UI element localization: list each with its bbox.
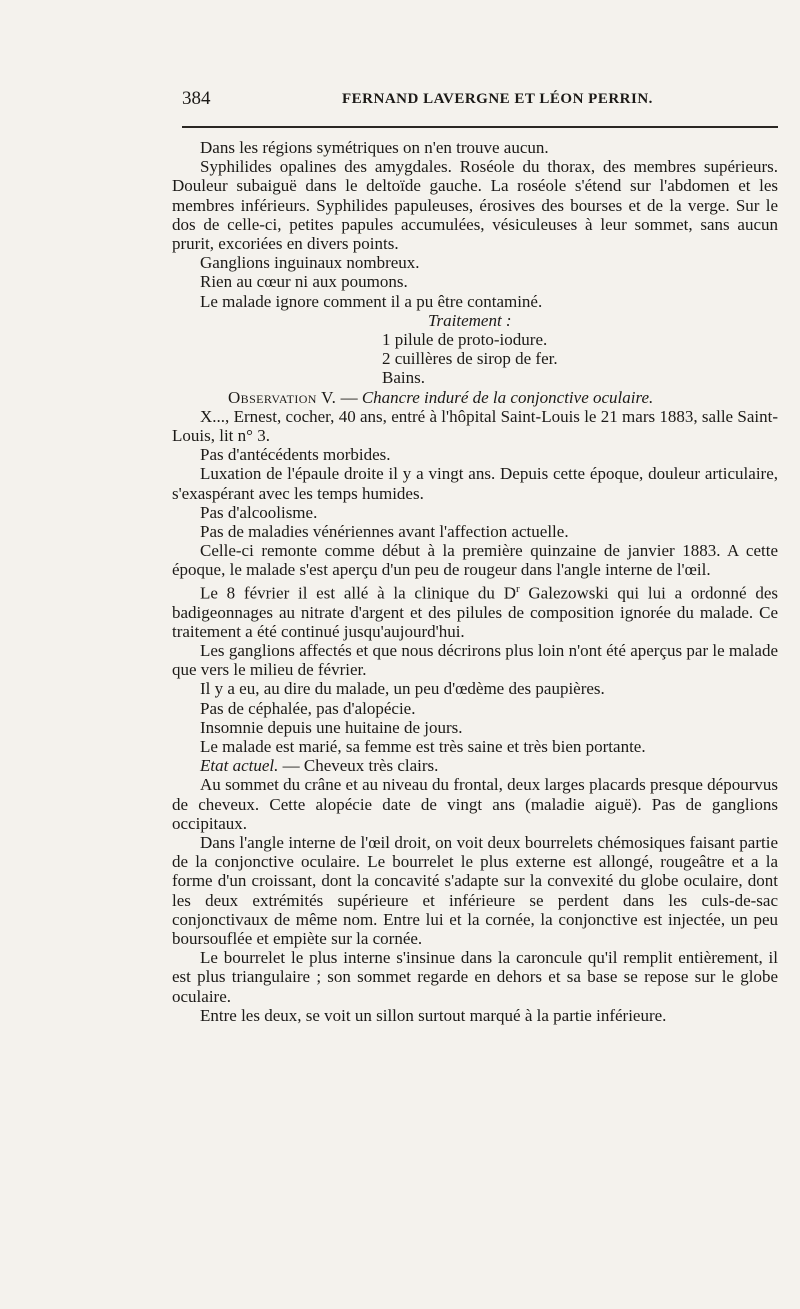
paragraph: Syphilides opalines des amygdales. Roséole du thorax, des membres supérieurs. Douleur subaiguë dans le deltoïde gauche. La roséole s'étend sur l'abdomen et les membres inférieurs. Syphilides papuleuses, érosives des bourses et de la verge. Sur le dos de celle-ci, petites papules accumulées, vésiculeuses à leur sommet, sans aucun prurit, excoriées en divers points. [172, 157, 778, 254]
paragraph: Pas de maladies vénériennes avant l'affection actuelle. [200, 522, 569, 542]
paragraph: Ganglions inguinaux nombreux. [200, 253, 420, 273]
observation-label: Observation V. [228, 387, 337, 407]
paragraph: Il y a eu, au dire du malade, un peu d'œdème des paupières. [200, 679, 605, 699]
paragraph: Le bourrelet le plus interne s'insinue dans la caroncule qu'il remplit entièrement, il est plus triangulaire ; son sommet regarde en dehors et sa base se repose sur le globe oculaire. [172, 948, 778, 1006]
paragraph: Insomnie depuis une huitaine de jours. [200, 717, 463, 737]
paragraph: Dans les régions symétriques on n'en trouve aucun. [200, 138, 549, 157]
paragraph: Entre les deux, se voit un sillon surtout marqué à la partie inférieure. [200, 1005, 667, 1025]
observation-heading [172, 388, 778, 407]
section-label: Etat actuel. [200, 756, 279, 776]
header-rule [182, 126, 778, 128]
treatment-heading: Traitement : [428, 310, 512, 330]
paragraph: Les ganglions affectés et que nous décrirons plus loin n'ont été aperçus par le malade que vers le milieu de février. [172, 640, 778, 680]
paragraph [172, 756, 778, 775]
prescription-line: 1 pilule de proto-iodure. [382, 330, 548, 350]
superscript: r [515, 582, 520, 595]
paragraph: Le malade ignore comment il a pu être contaminé. [200, 291, 543, 311]
paragraph: Le malade est marié, sa femme est très saine et très bien portante. [200, 736, 646, 756]
running-title: FERNAND LAVERGNE ET LÉON PERRIN. [342, 91, 653, 107]
paragraph-part: Galezowski qui lui a ordonné des badigeonnages au nitrate d'argent et des pilules de composition ignorée du malade. Ce traitement a été continué jusqu'aujourd'hui. [172, 583, 778, 641]
paragraph: X..., Ernest, cocher, 40 ans, entré à l'hôpital Saint-Louis le 21 mars 1883, salle Saint-Louis, lit n° 3. [172, 406, 778, 446]
paragraph: Dans l'angle interne de l'œil droit, on voit deux bourrelets chémosiques faisant partie de la conjonctive oculaire. Le bourrelet le plus externe est allongé, rougeâtre et a la forme d'un croissant, dont la concavité s'adapte sur la convexité du globe oculaire, dont les deux extrémités supérieure et inférieure se perdent dans les culs-de-sac conjonctivaux de même nom. Entre lui et la cornée, la conjonctive est injectée, un peu boursouflée et empiète sur la cornée. [172, 832, 778, 948]
paragraph: Au sommet du crâne et au niveau du frontal, deux larges placards presque dépourvus de cheveux. Cette alopécie date de vingt ans (maladie aiguë). Pas de ganglions occipitaux. [172, 775, 778, 833]
paragraph: Pas d'antécédents morbides. [200, 445, 391, 465]
paragraph [172, 580, 778, 641]
prescription-line: 2 cuillères de sirop de fer. [382, 349, 558, 369]
paragraph-part: — Cheveux très clairs. [278, 756, 439, 776]
paragraph: Luxation de l'épaule droite il y a vingt ans. Depuis cette époque, douleur articulaire, s'exaspérant avec les temps humides. [172, 464, 778, 503]
body-text [172, 138, 778, 1025]
prescription-line: Bains. [382, 368, 425, 388]
paragraph: Rien au cœur ni aux poumons. [200, 272, 408, 292]
page-number: 384 [182, 88, 211, 109]
paragraph: Celle-ci remonte comme début à la première quinzaine de janvier 1883. A cette époque, le malade s'est aperçu d'un peu de rougeur dans l'angle interne de l'œil. [172, 541, 778, 580]
paragraph-part: Le 8 février il est allé à la clinique du D [200, 583, 516, 603]
observation-title: Chancre induré de la conjonctive oculaire. [361, 387, 654, 407]
paragraph: Pas de céphalée, pas d'alopécie. [200, 698, 416, 718]
page-header [182, 88, 778, 114]
observation-dash: — [336, 387, 362, 407]
paragraph: Pas d'alcoolisme. [200, 502, 318, 522]
